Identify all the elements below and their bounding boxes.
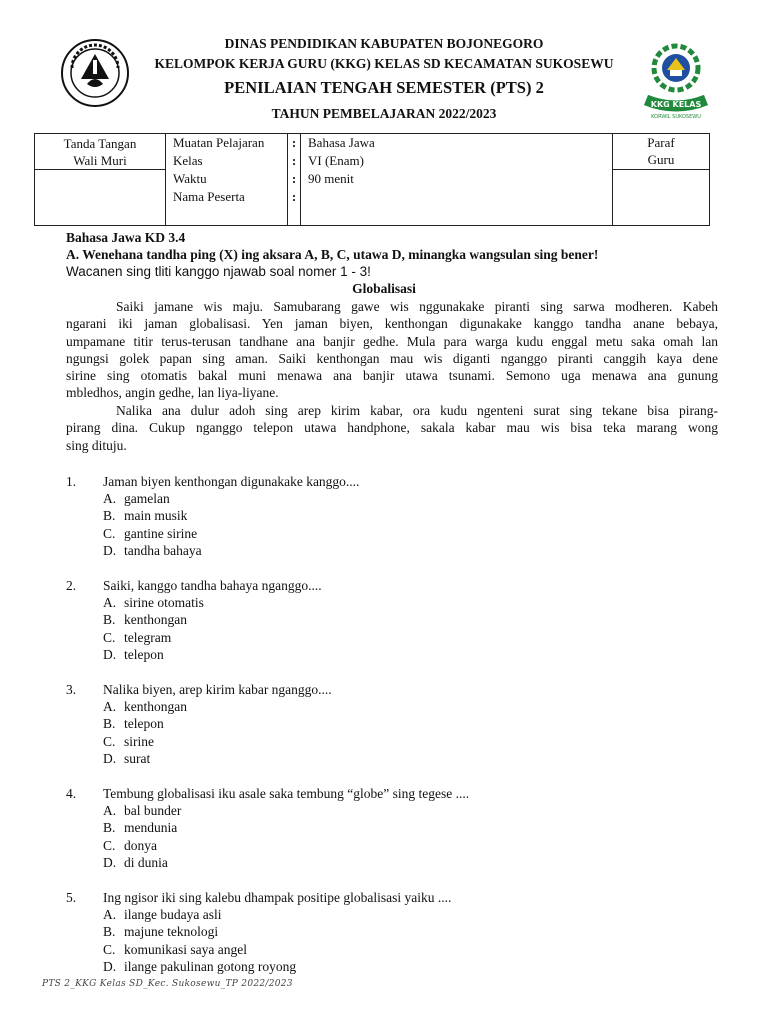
answer-option-c[interactable] bbox=[103, 838, 157, 854]
option-letter: A. bbox=[103, 595, 117, 611]
info-colons bbox=[288, 134, 301, 226]
option-letter: D. bbox=[103, 542, 117, 558]
question-text: Jaman biyen kenthongan digunakake kanggo.... bbox=[103, 474, 360, 489]
passage-line: Nalika ana dulur adoh sing arep kirim kabar, ora kudu ngenteni surat sing tekane bisa pirang- bbox=[116, 403, 718, 418]
question-3 bbox=[66, 682, 706, 768]
option-letter: A. bbox=[103, 803, 117, 819]
answer-option-c[interactable] bbox=[103, 630, 171, 646]
instruction: A. Wenehana tandha ping (X) ing aksara A, B, C, utawa D, minangka wangsulan sing bener! bbox=[66, 247, 599, 262]
question-number: 4. bbox=[66, 786, 77, 801]
option-letter: C. bbox=[103, 733, 116, 749]
question-number: 2. bbox=[66, 578, 77, 593]
option-text: ilange pakulinan gotong royong bbox=[124, 958, 297, 974]
header-line-1: DINAS PENDIDIKAN KABUPATEN BOJONEGORO bbox=[224, 36, 544, 51]
answer-option-a[interactable] bbox=[103, 491, 170, 507]
label-time: Waktu bbox=[173, 171, 207, 186]
info-values bbox=[301, 134, 613, 226]
question-number: 1. bbox=[66, 474, 77, 489]
option-text: main musik bbox=[124, 508, 188, 524]
logo-right-text: KKG KELAS bbox=[650, 100, 702, 109]
option-text: telegram bbox=[124, 629, 172, 645]
answer-option-b[interactable] bbox=[103, 508, 187, 524]
question-1 bbox=[66, 474, 706, 560]
question-text: Nalika biyen, arep kirim kabar nganggo.... bbox=[103, 682, 332, 697]
option-text: kenthongan bbox=[124, 699, 187, 715]
info-labels bbox=[166, 134, 288, 226]
signature-label-1: Tanda Tangan bbox=[63, 136, 137, 151]
answer-option-c[interactable] bbox=[103, 526, 197, 542]
answer-option-b[interactable] bbox=[103, 820, 177, 836]
signature-header bbox=[35, 134, 166, 170]
option-text: telepon bbox=[124, 646, 164, 662]
option-text: gamelan bbox=[124, 491, 170, 507]
option-letter: C. bbox=[103, 525, 116, 541]
option-text: telepon bbox=[124, 716, 164, 732]
option-text: sirine otomatis bbox=[124, 595, 204, 611]
answer-option-d[interactable] bbox=[103, 751, 150, 767]
passage-line: sirine sing otomatis bakal muni menawa ana banjir utawa tsunami. Semono uga menawa ana gunung bbox=[66, 368, 718, 384]
academic-year: TAHUN PEMBELAJARAN 2022/2023 bbox=[271, 106, 497, 121]
passage-line: pirang dina. Cukup nganggo telepon utawa handphone, sakala kabar mau wis bisa teka marang wong bbox=[66, 420, 718, 436]
option-letter: A. bbox=[103, 491, 117, 507]
answer-option-a[interactable] bbox=[103, 699, 187, 715]
question-2 bbox=[66, 578, 706, 664]
question-text: Ing ngisor iki sing kalebu dhampak positipe globalisasi yaiku .... bbox=[103, 890, 452, 905]
paraf-box[interactable] bbox=[613, 170, 710, 226]
option-text: gantine sirine bbox=[124, 525, 198, 541]
passage-paragraph-2 bbox=[66, 402, 718, 454]
answer-option-b[interactable] bbox=[103, 924, 218, 940]
colon: : bbox=[291, 153, 297, 168]
answer-option-b[interactable] bbox=[103, 716, 164, 732]
passage-title: Globalisasi bbox=[352, 281, 416, 296]
signature-label-2: Wali Muri bbox=[73, 153, 127, 168]
option-letter: D. bbox=[103, 750, 117, 766]
answer-option-c[interactable] bbox=[103, 734, 154, 750]
option-letter: B. bbox=[103, 924, 116, 940]
question-number: 3. bbox=[66, 682, 77, 697]
passage-line: ngarani iki jaman globalisasi. Yen jaman biyen, kenthongan digunakake kanggo tandha anane bebaya, bbox=[66, 316, 718, 332]
option-letter: B. bbox=[103, 612, 116, 628]
question-number: 5. bbox=[66, 890, 77, 905]
value-class: VI (Enam) bbox=[308, 153, 364, 168]
option-text: ilange budaya asli bbox=[124, 907, 222, 923]
value-subject: Bahasa Jawa bbox=[308, 135, 375, 150]
passage-line: sing dituju. bbox=[66, 437, 127, 453]
passage-line: umpamane titir terus-terusan tandhane ana banjir gedhe. Mula para warga kudu enggal metu saka omah lan bbox=[66, 333, 718, 349]
option-text: tandha bahaya bbox=[124, 542, 202, 558]
question-text: Tembung globalisasi iku asale saka tembung “globe” sing tegese .... bbox=[103, 786, 470, 801]
student-info-table bbox=[34, 133, 710, 226]
answer-option-d[interactable] bbox=[103, 959, 296, 975]
value-time: 90 menit bbox=[308, 171, 354, 186]
colon: : bbox=[291, 189, 297, 204]
option-letter: B. bbox=[103, 820, 116, 836]
passage-line: Saiki jamane wis maju. Samubarang gawe wis nggunakake piranti sing sarwa modheren. Kabeh bbox=[116, 299, 718, 314]
option-text: di dunia bbox=[124, 854, 168, 870]
value-name-field[interactable] bbox=[308, 188, 612, 206]
label-name: Nama Peserta bbox=[173, 189, 245, 204]
subject-kd: Bahasa Jawa KD 3.4 bbox=[66, 230, 186, 245]
option-letter: C. bbox=[103, 629, 116, 645]
label-subject: Muatan Pelajaran bbox=[173, 135, 265, 150]
answer-option-a[interactable] bbox=[103, 907, 221, 923]
option-text: surat bbox=[124, 750, 151, 766]
option-text: donya bbox=[124, 837, 157, 853]
option-text: bal bunder bbox=[124, 803, 182, 819]
option-letter: C. bbox=[103, 941, 116, 957]
answer-option-c[interactable] bbox=[103, 942, 247, 958]
option-letter: A. bbox=[103, 699, 117, 715]
option-text: mendunia bbox=[124, 820, 178, 836]
answer-option-d[interactable] bbox=[103, 543, 202, 559]
colon: : bbox=[291, 135, 297, 150]
question-4 bbox=[66, 786, 706, 872]
signature-box[interactable] bbox=[35, 170, 166, 226]
answer-option-b[interactable] bbox=[103, 612, 187, 628]
paraf-label-2: Guru bbox=[647, 152, 675, 167]
question-text: Saiki, kanggo tandha bahaya nganggo.... bbox=[103, 578, 322, 593]
option-letter: D. bbox=[103, 854, 117, 870]
colon: : bbox=[291, 171, 297, 186]
option-letter: B. bbox=[103, 508, 116, 524]
logo-right-subtext: KORWIL SUKOSEWU bbox=[651, 114, 701, 120]
option-text: sirine bbox=[124, 733, 154, 749]
option-letter: D. bbox=[103, 646, 117, 662]
answer-option-a[interactable] bbox=[103, 803, 181, 819]
exam-title: PENILAIAN TENGAH SEMESTER (PTS) 2 bbox=[224, 78, 544, 97]
answer-option-d[interactable] bbox=[103, 855, 168, 871]
reading-instruction: Wacanen sing tliti kanggo njawab soal nomer 1 - 3! bbox=[66, 264, 371, 279]
passage-line: mbledhos, angin gedhe, lan liya-liyane. bbox=[66, 385, 279, 401]
option-text: kenthongan bbox=[124, 612, 187, 628]
passage-line: ngungsi golek papan sing aman. Saiki kenthongan mau wis diganti nganggo piranti canggih kaya dene bbox=[66, 350, 718, 366]
page-footer: PTS 2_KKG Kelas SD_Kec. Sukosewu_TP 2022/2023 bbox=[42, 979, 293, 989]
option-text: majune teknologi bbox=[124, 924, 219, 940]
option-text: komunikasi saya angel bbox=[124, 941, 247, 957]
paraf-label-1: Paraf bbox=[647, 135, 675, 150]
paraf-header bbox=[613, 134, 710, 170]
option-letter: D. bbox=[103, 958, 117, 974]
header-line-2: KELOMPOK KERJA GURU (KKG) KELAS SD KECAMATAN SUKOSEWU bbox=[154, 56, 614, 71]
question-5 bbox=[66, 890, 706, 976]
option-letter: B. bbox=[103, 716, 116, 732]
label-class: Kelas bbox=[173, 153, 203, 168]
answer-option-a[interactable] bbox=[103, 595, 204, 611]
option-letter: C. bbox=[103, 837, 116, 853]
passage-paragraph-1 bbox=[66, 298, 718, 402]
answer-option-d[interactable] bbox=[103, 647, 164, 663]
option-letter: A. bbox=[103, 907, 117, 923]
